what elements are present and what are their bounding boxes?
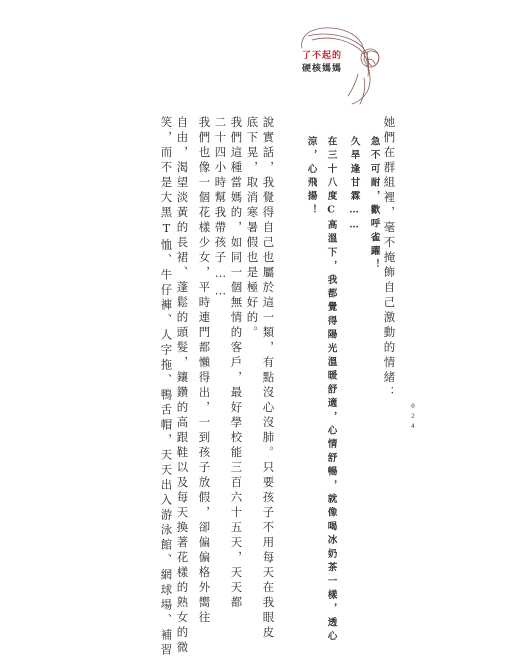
quote-column: 急不可耐，歡呼雀躍！: [368, 136, 380, 273]
quote-column: 在三十八度C高溫下，我都覺得陽光溫暖舒適，心情舒暢，就像喝冰奶茶一樣，透心: [325, 136, 337, 645]
text-column: 二十四小時幫我帶孩子……: [213, 116, 228, 302]
quote-column: 久旱逢甘霖……: [348, 136, 360, 235]
text-column: 自由，渴望淡黃的長裙、蓬鬆的頭髮，鑲鑽的高跟鞋以及每天換著花樣的熟女的微: [175, 116, 190, 656]
page-number: 024: [409, 402, 417, 432]
text-column: 說實話，我覺得自己也屬於這一類，有點沒心沒肺。只要孩子不用每天在我眼皮: [261, 116, 276, 641]
quote-column: 涼，心飛揚！: [305, 136, 317, 219]
book-subtitle: 硬核媽媽: [302, 64, 343, 74]
text-column: 我們這種當媽的，如同一個無情的客戶，最好學校能三百六十五天，天天都: [229, 116, 244, 611]
book-title: 了不起的: [302, 51, 343, 61]
text-column: 她們在群組裡，毫不掩飾自己激動的情緒：: [382, 116, 397, 401]
text-column: 底下晃，取消寒暑假也是極好的。: [245, 116, 260, 341]
text-column: 我們也像一個花樣少女，平時連門都懶得出，一到孩子放假，卻偏偏格外嚮往: [197, 116, 212, 626]
text-column: 笑，而不是大黑T恤、牛仔褲、人字拖、鴨舌帽，天天出入游泳館、網球場、補習: [159, 116, 174, 659]
